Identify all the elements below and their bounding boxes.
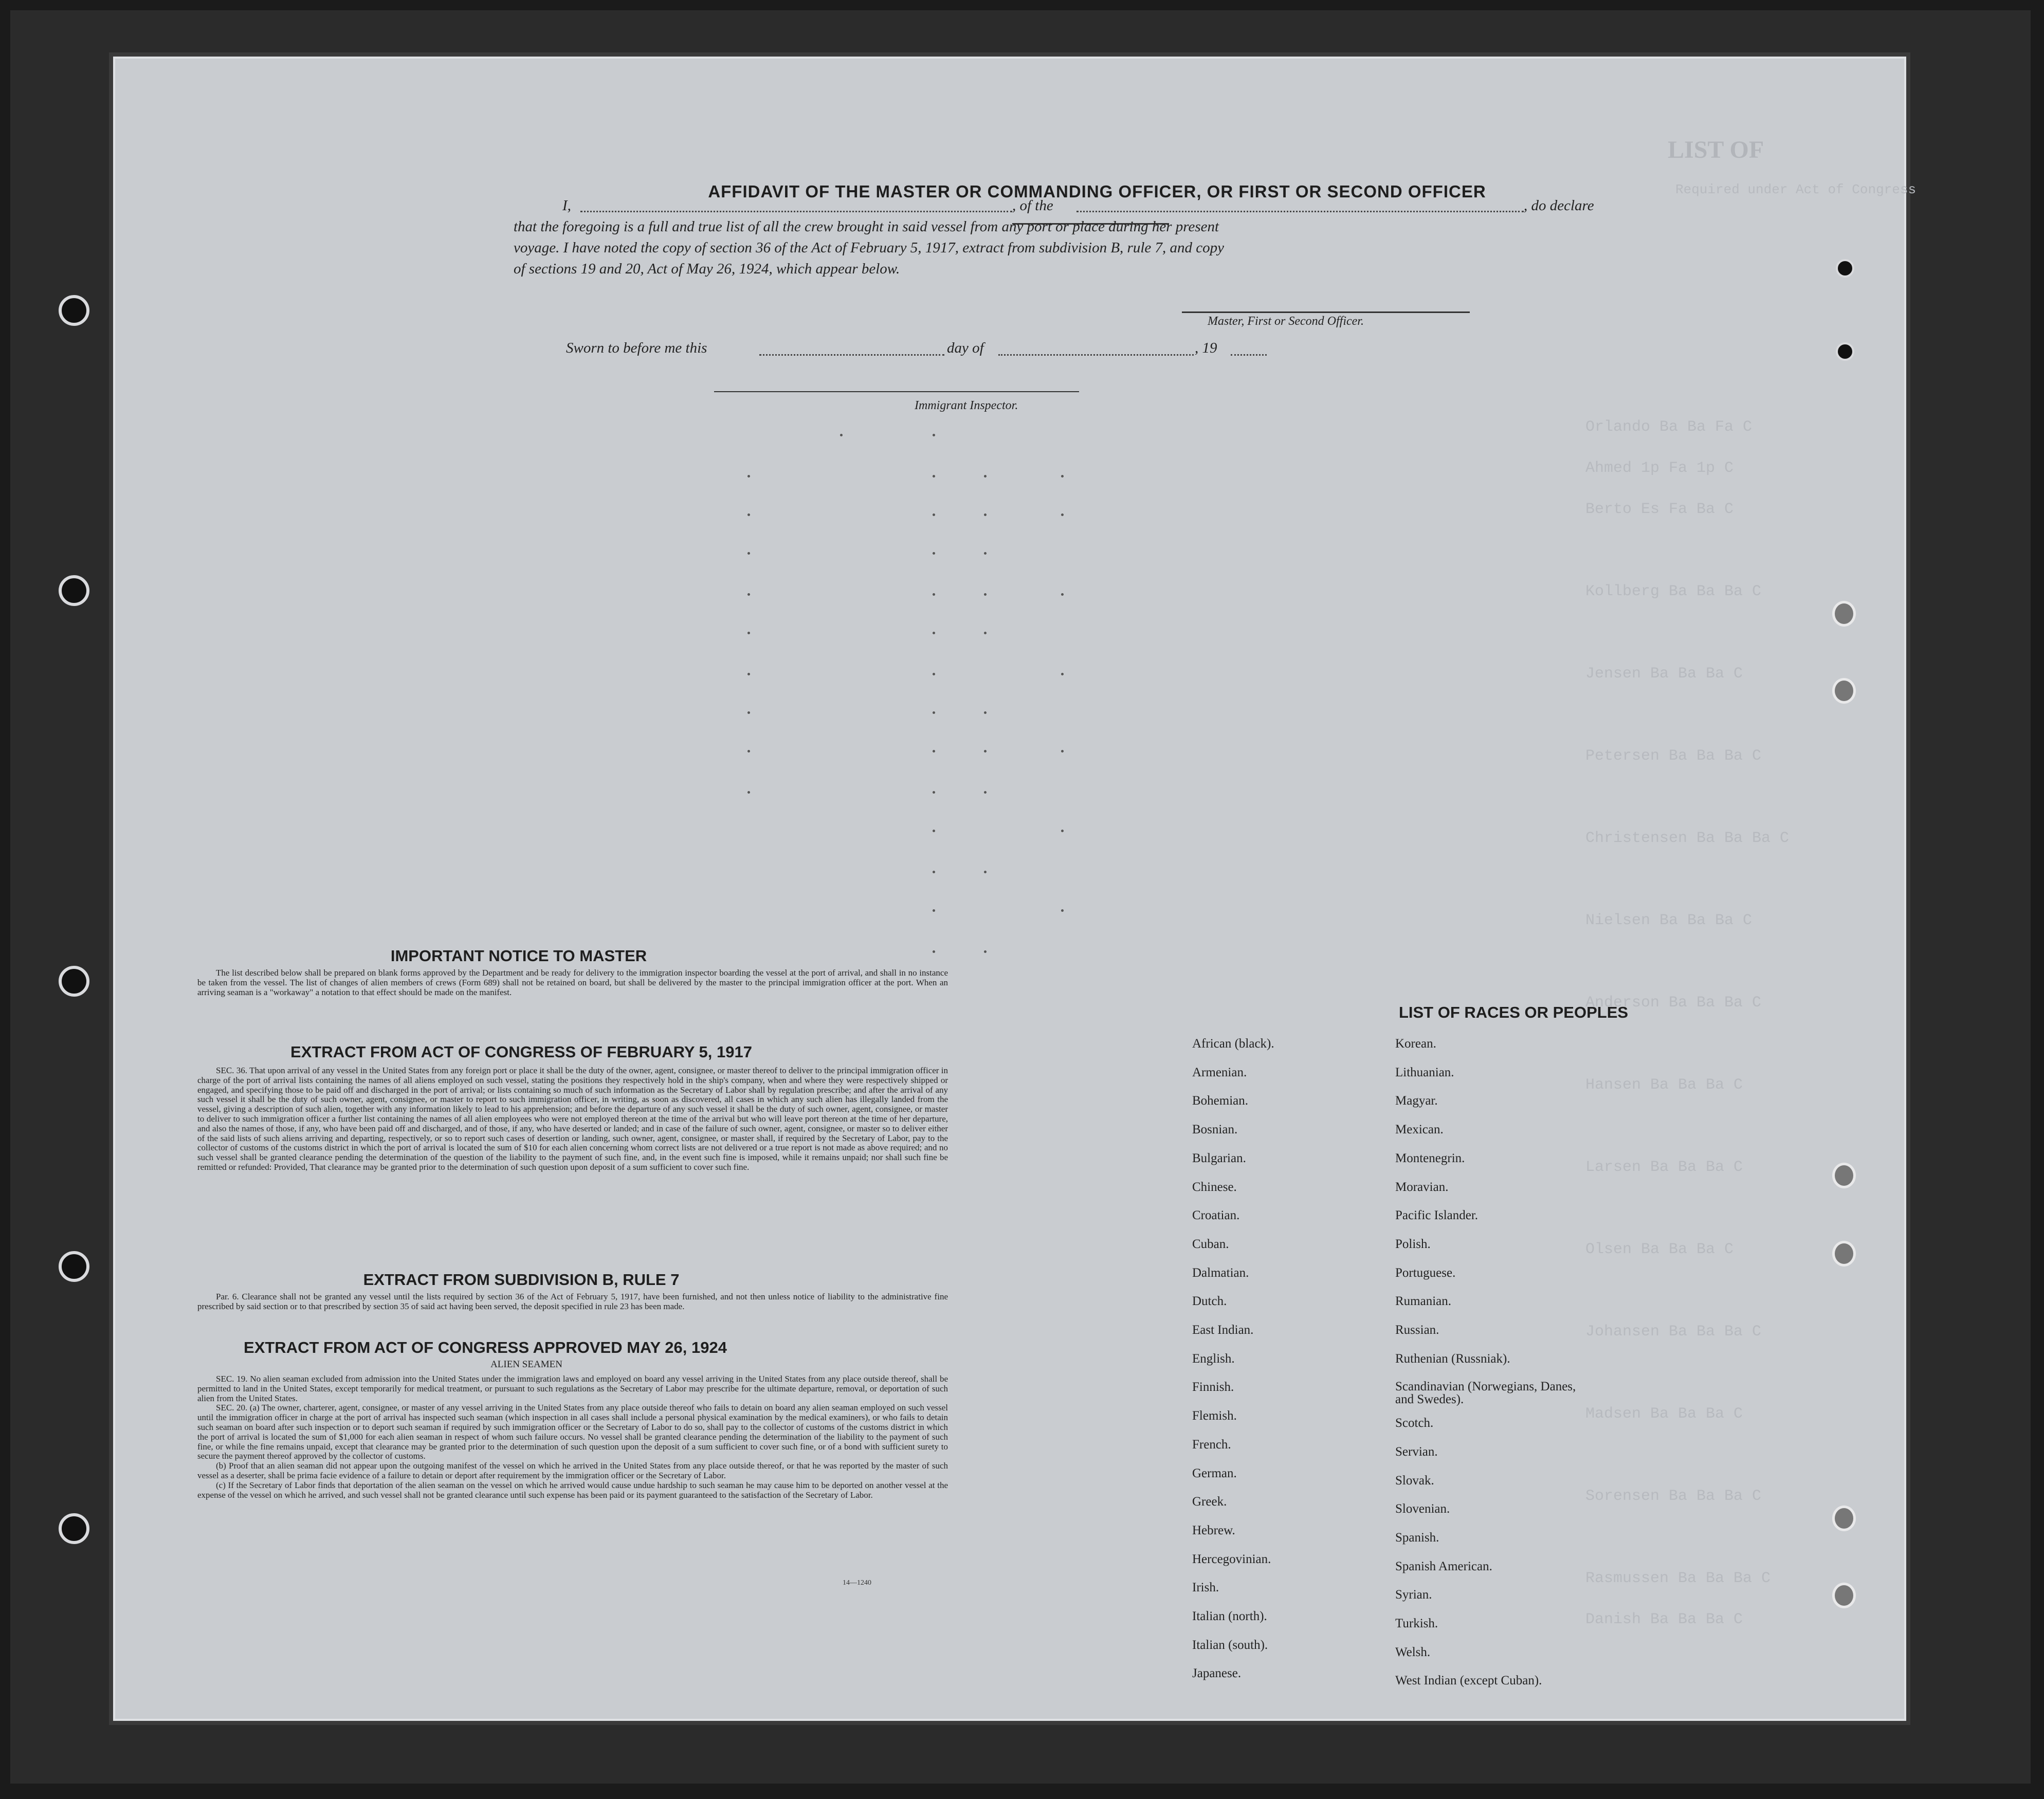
race-item: Dutch. — [1192, 1294, 1227, 1308]
bleed-through-text: Anderson Ba Ba Ba C — [1585, 994, 1762, 1012]
race-item: African (black). — [1192, 1037, 1274, 1051]
punch-hole — [1832, 1506, 1856, 1531]
sworn-month-field[interactable] — [998, 354, 1194, 356]
race-item: Korean. — [1395, 1037, 1436, 1051]
bleed-through-text: Nielsen Ba Ba Ba C — [1585, 912, 1753, 929]
inspector-caption: Immigrant Inspector. — [915, 399, 1018, 412]
race-item: Slovenian. — [1395, 1502, 1450, 1516]
bleed-through-text: Sorensen Ba Ba Ba C — [1585, 1488, 1762, 1505]
race-item: Scotch. — [1395, 1416, 1434, 1430]
extract-rule7-title: EXTRACT FROM SUBDIVISION B, RULE 7 — [363, 1271, 680, 1289]
race-item: German. — [1192, 1466, 1237, 1480]
extract-1924-subtitle: ALIEN SEAMEN — [490, 1359, 562, 1370]
race-item: Italian (north). — [1192, 1609, 1267, 1623]
binder-hole — [59, 1251, 89, 1282]
race-item: Hercegovinian. — [1192, 1552, 1271, 1566]
of-the-label: , of the — [1012, 197, 1053, 214]
race-item: Croatian. — [1192, 1208, 1240, 1222]
do-declare-label: , do declare — [1524, 197, 1594, 214]
vessel-name-field[interactable] — [1076, 211, 1524, 212]
race-item: French. — [1192, 1438, 1231, 1452]
extract-1924-text — [197, 1374, 948, 1500]
race-item: Welsh. — [1395, 1645, 1431, 1659]
inspector-signature-line[interactable] — [714, 391, 1079, 392]
race-item: Slovak. — [1395, 1474, 1434, 1488]
form-number: 14—1240 — [843, 1579, 871, 1587]
bleed-through-text: Rasmussen Ba Ba Ba C — [1585, 1570, 1771, 1587]
punch-hole — [1832, 1583, 1856, 1608]
affidavit-title: AFFIDAVIT OF THE MASTER OR COMMANDING OFFICER, OR FIRST OR SECOND OFFICER — [708, 182, 1486, 201]
race-item: Scandinavian (Norwegians, Danes, and Swedes). — [1395, 1380, 1576, 1406]
extract-rule7-text: Par. 6. Clearance shall not be granted any vessel until the lists required by section 36 of the Act of February 5, 1917, have been furnished, and not then unless notice of liability to the administrative fine prescribed by said section or to that prescribed by section 35 of said act having been served, the deposit specified in rule 23 has been made. — [197, 1292, 948, 1311]
sec-20a-paragraph: SEC. 20. (a) The owner, charterer, agent, consignee, or master of any vessel arriving in the United States from any place outside thereof who fails to detain on board any alien seaman employed on such vessel until the immigration officer in charge at the port of arrival has inspected such seaman (which inspection in all cases shall include a personal physical examination by the medical examiners), or who fails to detain such seaman on board after such inspection or to deport such seaman if required by such immigration officer or the Secretary of Labor to do so, shall pay to the collector of customs of the customs district in which the port of arrival is located the sum of $1,000 for each alien seaman in respect of whom such failure occurs. No vessel shall be granted clearance pending the determination of the liability to the payment of such fine, or while the fine remains unpaid, except that clearance may be granted prior to the determination of such question upon the deposit of a sum sufficient to cover such fine, or of a bond with sufficient surety to secure the payment thereof approved by the collector of customs. — [197, 1403, 948, 1461]
race-item: Syrian. — [1395, 1588, 1432, 1602]
punch-hole — [1832, 601, 1856, 627]
race-item: East Indian. — [1192, 1323, 1254, 1337]
punch-hole — [1832, 678, 1856, 704]
race-item: Ruthenian (Russniak). — [1395, 1352, 1510, 1366]
race-item: Montenegrin. — [1395, 1151, 1465, 1165]
race-item: Bosnian. — [1192, 1123, 1238, 1136]
document-page — [113, 57, 1917, 1721]
race-item: Irish. — [1192, 1581, 1219, 1594]
extract-1924-title: EXTRACT FROM ACT OF CONGRESS APPROVED MAY 26, 1924 — [244, 1338, 727, 1356]
bleed-through-text: Kollberg Ba Ba Ba C — [1585, 583, 1762, 600]
race-item: Spanish American. — [1395, 1559, 1492, 1573]
binder-hole — [1836, 259, 1854, 278]
race-item: Mexican. — [1395, 1123, 1444, 1136]
sworn-year-field[interactable] — [1231, 354, 1267, 356]
race-item: West Indian (except Cuban). — [1395, 1674, 1542, 1687]
binder-hole — [59, 575, 89, 606]
bleed-through-text: Required under Act of Congress — [1675, 182, 1917, 197]
signature-caption: Master, First or Second Officer. — [1208, 315, 1364, 328]
declarant-label: I, — [562, 197, 571, 214]
race-item: Moravian. — [1395, 1180, 1449, 1194]
race-item: Flemish. — [1192, 1409, 1237, 1423]
race-item: Portuguese. — [1395, 1266, 1456, 1280]
bleed-through-text: Jensen Ba Ba Ba C — [1585, 665, 1743, 683]
race-item: English. — [1192, 1352, 1235, 1366]
race-item: Chinese. — [1192, 1180, 1237, 1194]
binder-hole — [59, 295, 89, 326]
bleed-through-text: Larsen Ba Ba Ba C — [1585, 1159, 1743, 1176]
sworn-day-field[interactable] — [759, 354, 944, 356]
bleed-through-text: Madsen Ba Ba Ba C — [1585, 1405, 1743, 1423]
binder-hole — [59, 1513, 89, 1544]
extract-1917-text: SEC. 36. That upon arrival of any vessel in the United States from any foreign port or place it shall be the duty of the owner, agent, consignee, or master thereof to deliver to the principal immigration officer in charge of the port of arrival lists containing the names of all aliens employed on such vessel, stating the positions they respectively hold in the ship's company, when and where they were respectively shipped or engaged, and specifying those to be paid off and discharged in the port of arrival; or lists containing so much of such information as the Secretary of Labor shall by regulation prescribe; and after the arrival of any such vessel it shall be the duty of such owner, agent, consignee, or master to report to such immigration officer, in writing, as soon as discovered, all cases in which any such alien has illegally landed from the vessel, giving a description of such alien, together with any information likely to lead to his apprehension; and before the departure of any such vessel it shall be the duty of such owner, agent, consignee, or master to deliver to such immigration officer a further list containing the names of all alien employees who were not employed thereon at the time of the arrival but who will leave port thereon at the time of her departure, and also the names of those, if any, who have been paid off and discharged, and of those, if any, who have deserted or landed; and in case of the failure of such owner, agent, consignee, or master so to deliver either of the said lists of such aliens arriving and departing, respectively, or so to report such cases of desertion or landing, such owner, agent, consignee, or master shall, if required by the Secretary of Labor, pay to the collector of customs of the customs district in which the port of arrival is located the sum of $10 for each alien concerning whom correct lists are not delivered or a true report is not made as above required; and no such vessel shall be granted clearance pending the determination of the question of the liability to the payment of such fine, and, in the event such fine is imposed, while it remains unpaid; nor shall such fine be remitted or refunded: Provided, That clearance may be granted prior to the determination of such question upon deposit of a sum sufficient to cover such fine. — [197, 1066, 948, 1172]
race-item: Bulgarian. — [1192, 1151, 1246, 1165]
bleed-through-text: Berto Es Fa Ba C — [1585, 501, 1734, 518]
race-item: Russian. — [1395, 1323, 1439, 1337]
race-item: Finnish. — [1192, 1380, 1234, 1394]
declaration-line-2: that the foregoing is a full and true list of all the crew brought in said vessel from any port or place during her present — [514, 218, 1219, 235]
sec-19-paragraph: SEC. 19. No alien seaman excluded from admission into the United States under the immigration laws and employed on board any vessel arriving in the United States from any place outside thereof, shall be permitted to land in the United States, except temporarily for medical treatment, or pursuant to such regulations as the Secretary of Labor may prescribe for the ultimate departure, removal, or deportation of such alien from the United States. — [197, 1374, 948, 1403]
day-of-label: day of — [947, 340, 984, 356]
sworn-label: Sworn to before me this — [566, 340, 707, 356]
year-prefix-label: , 19 — [1195, 340, 1217, 356]
race-item: Turkish. — [1395, 1617, 1438, 1630]
bleed-through-text: Johansen Ba Ba Ba C — [1585, 1323, 1762, 1341]
bleed-through-text: Danish Ba Ba Ba C — [1585, 1611, 1743, 1628]
race-item: Greek. — [1192, 1495, 1227, 1509]
race-item: Dalmatian. — [1192, 1266, 1249, 1280]
binder-hole — [59, 966, 89, 997]
declaration-line-4: of sections 19 and 20, Act of May 26, 1924, which appear below. — [514, 261, 900, 277]
race-item: Hebrew. — [1192, 1523, 1235, 1537]
bleed-through-text: Ahmed 1p Fa 1p C — [1585, 460, 1734, 477]
races-title: LIST OF RACES OR PEOPLES — [1398, 1003, 1629, 1021]
race-item: Japanese. — [1192, 1666, 1242, 1680]
notice-text: The list described below shall be prepared on blank forms approved by the Department and be ready for delivery to the immigration inspector boarding the vessel at the port of arrival, and shall in no instance be taken from the vessel. The list of changes of alien members of crews (Form 689) shall not be retained on board, but shall be delivered by the master to the principal immigration officer at the port. When an arriving seaman is a "workaway" a notation to that effect should be made on the manifest. — [197, 968, 948, 997]
bleed-through-text: Hansen Ba Ba Ba C — [1585, 1076, 1743, 1094]
sec-20c-paragraph: (c) If the Secretary of Labor finds that deportation of the alien seaman on the vessel on which he arrived would cause undue hardship to such seaman he may cause him to be deported on another vessel at the expense of the vessel on which he arrived, and such vessel shall not be granted clearance until such expense has been paid or its payment guaranteed to the satisfaction of the Secretary of Labor. — [197, 1480, 948, 1500]
race-item: Magyar. — [1395, 1094, 1438, 1108]
race-item: Italian (south). — [1192, 1638, 1268, 1652]
bleed-through-text: Petersen Ba Ba Ba C — [1585, 747, 1762, 765]
binder-hole — [1836, 342, 1854, 361]
race-item: Rumanian. — [1395, 1294, 1452, 1308]
bleed-through-text: Orlando Ba Ba Fa C — [1585, 418, 1753, 436]
bleed-through-text: Christensen Ba Ba Ba C — [1585, 830, 1790, 847]
sec-20b-paragraph: (b) Proof that an alien seaman did not appear upon the outgoing manifest of the vessel on which he arrived in the United States from any place outside thereof, or that he was reported by the master of such vessel as a deserter, shall be prima facie evidence of a failure to detain or deport after requirement by the immigration officer or the Secretary of Labor. — [197, 1461, 948, 1480]
race-item: Armenian. — [1192, 1066, 1247, 1079]
race-item: Lithuanian. — [1395, 1066, 1454, 1079]
bleed-through-text: Olsen Ba Ba Ba C — [1585, 1241, 1734, 1258]
declarant-name-field[interactable] — [580, 211, 1012, 212]
race-item: Pacific Islander. — [1395, 1208, 1479, 1222]
race-item: Spanish. — [1395, 1531, 1439, 1545]
punch-hole — [1832, 1241, 1856, 1266]
signature-line[interactable] — [1182, 311, 1470, 313]
punch-hole — [1832, 1163, 1856, 1188]
extract-1917-title: EXTRACT FROM ACT OF CONGRESS OF FEBRUARY 5, 1917 — [290, 1043, 752, 1061]
notice-title: IMPORTANT NOTICE TO MASTER — [390, 947, 647, 965]
race-item: Cuban. — [1192, 1237, 1229, 1251]
bleed-through-text: LIST OF — [1668, 136, 1764, 163]
race-item: Bohemian. — [1192, 1094, 1249, 1108]
race-item: Servian. — [1395, 1445, 1438, 1459]
race-item: Polish. — [1395, 1237, 1431, 1251]
declaration-line-3: voyage. I have noted the copy of section 36 of the Act of February 5, 1917, extract from subdivision B, rule 7, and copy — [514, 240, 1225, 256]
